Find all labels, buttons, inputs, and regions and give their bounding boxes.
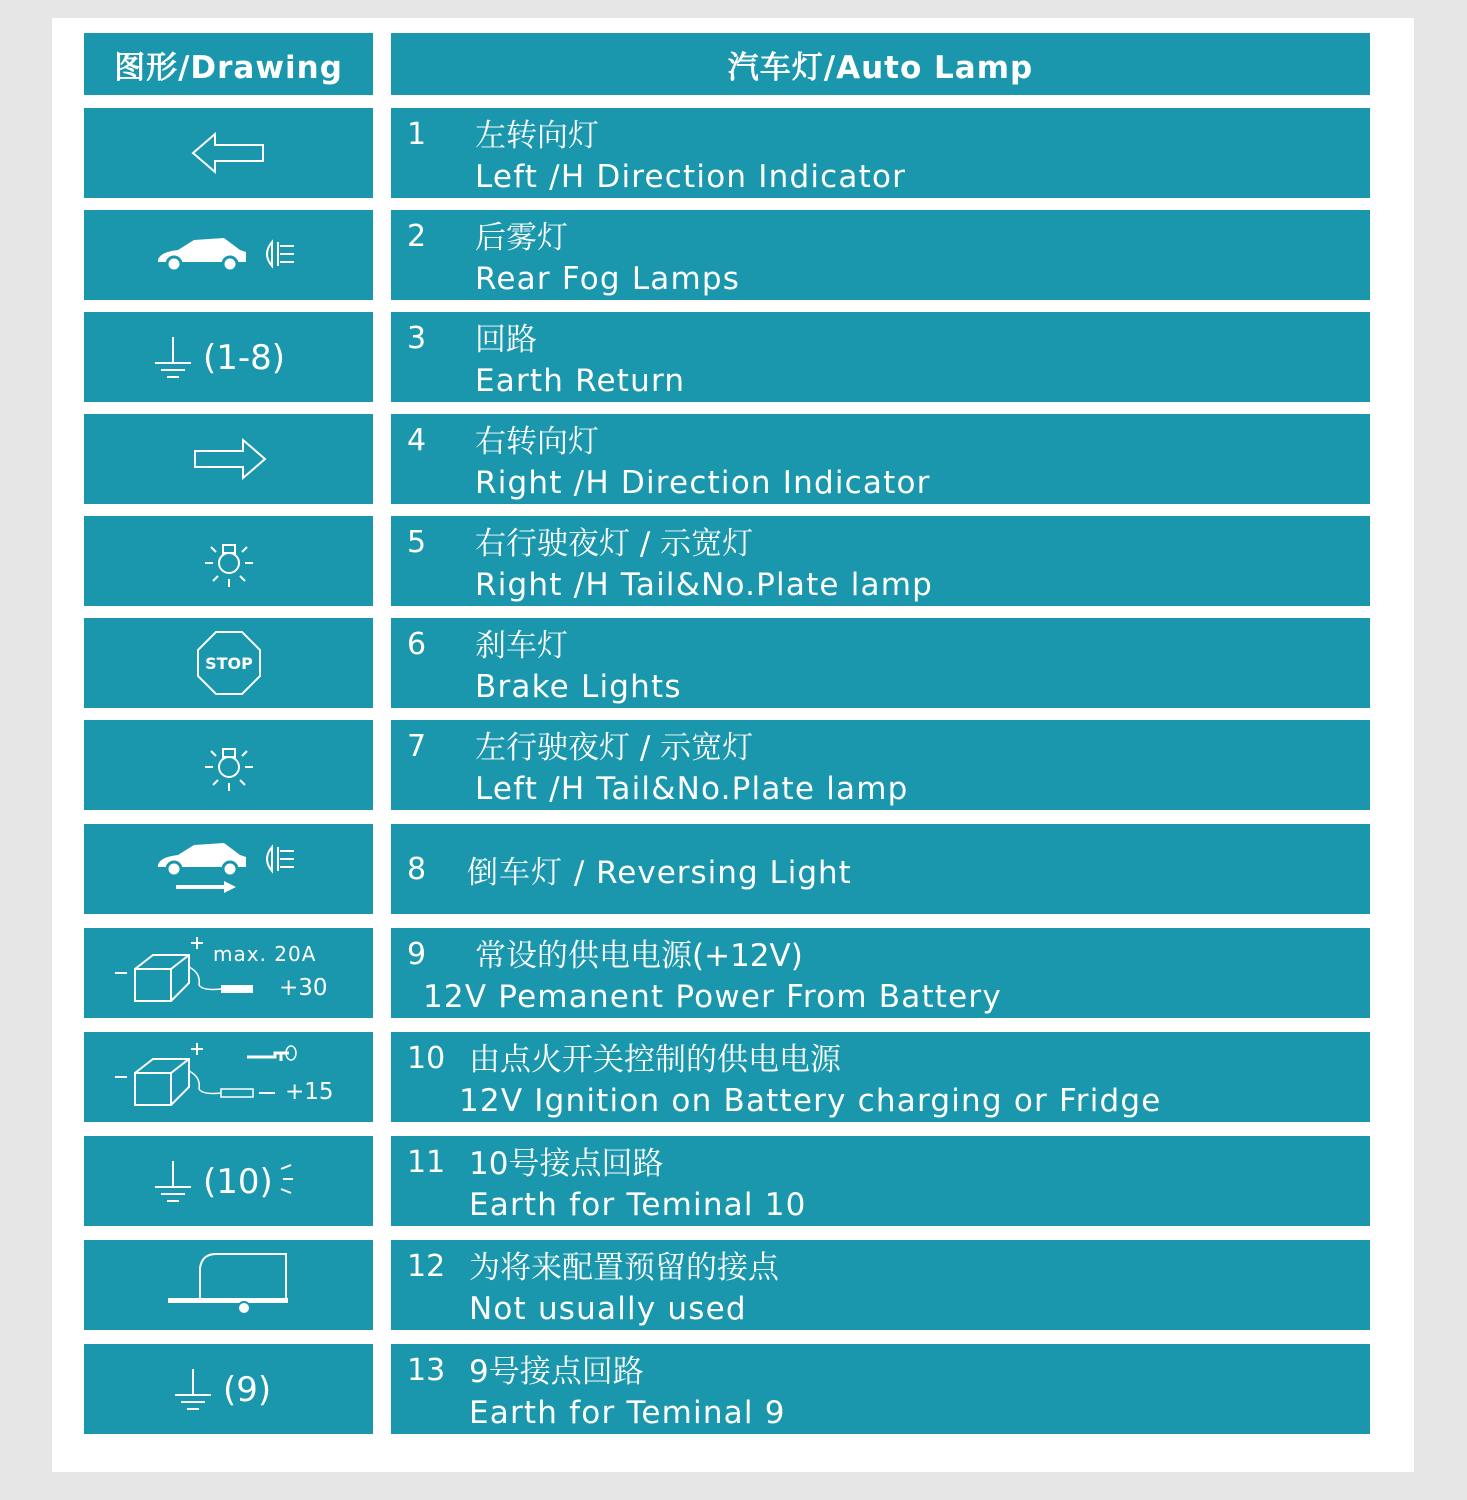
lamp-name: 倒车灯 / Reversing Light <box>467 854 852 891</box>
lamp-name-zh: 刹车灯 <box>475 628 568 664</box>
row-7-lamp-cell <box>391 720 1370 810</box>
row-8-icon-cell <box>84 824 373 914</box>
row-6-icon-cell <box>84 618 373 708</box>
lamp-name-zh: 10号接点回路 <box>469 1146 664 1182</box>
row-1-lamp-cell <box>391 108 1370 198</box>
earth-ground-icon <box>149 1151 309 1211</box>
earth-ground-icon <box>169 1359 289 1419</box>
row-4-icon-cell <box>84 414 373 504</box>
row-12-icon-cell <box>84 1240 373 1330</box>
lamp-name-zh: 常设的供电电源(+12V) <box>475 938 803 974</box>
header-lamp-label: 汽车灯/Auto Lamp <box>727 49 1034 86</box>
row-11-icon-cell <box>84 1136 373 1226</box>
row-11-lamp-cell <box>391 1136 1370 1226</box>
terminal-15-label: +15 <box>284 1079 334 1105</box>
lamp-name-en: Right /H Tail&No.Plate lamp <box>475 567 934 603</box>
lamp-name-zh: 回路 <box>475 322 537 358</box>
row-4-lamp-cell <box>391 414 1370 504</box>
lamp-name-en: Right /H Direction Indicator <box>475 465 931 501</box>
battery-icon <box>109 933 349 1013</box>
stop-sign-icon <box>194 628 264 698</box>
row-12-lamp-cell <box>391 1240 1370 1330</box>
lamp-name-en: Rear Fog Lamps <box>475 261 741 297</box>
lamp-name-en: Earth Return <box>475 363 686 399</box>
lamp-name-en: 12V Pemanent Power From Battery <box>423 979 1002 1015</box>
row-number: 13 <box>407 1353 446 1388</box>
row-10-icon-cell <box>84 1032 373 1122</box>
lamp-name-en: Earth for Teminal 10 <box>469 1187 807 1223</box>
lamp-name-en: 12V Ignition on Battery charging or Fridge <box>459 1083 1162 1119</box>
row-number: 9 <box>407 937 427 972</box>
row-number: 12 <box>407 1249 446 1284</box>
row-13-lamp-cell <box>391 1344 1370 1434</box>
lamp-name-zh: 右转向灯 <box>475 424 599 460</box>
row-number: 3 <box>407 321 427 356</box>
row-number: 2 <box>407 219 427 254</box>
left-arrow-icon <box>189 128 269 178</box>
lamp-name-en: Not usually used <box>469 1291 747 1327</box>
lamp-name-en: Brake Lights <box>475 669 682 705</box>
trailer-icon <box>164 1250 294 1320</box>
row-number: 4 <box>407 423 427 458</box>
earth-terminal-label: (10) <box>202 1162 273 1202</box>
row-2-icon-cell <box>84 210 373 300</box>
header-drawing <box>84 33 373 95</box>
max-current-label: max. 20A <box>212 942 316 966</box>
terminal-30-label: +30 <box>278 975 328 1001</box>
row-13-icon-cell <box>84 1344 373 1434</box>
row-6-lamp-cell <box>391 618 1370 708</box>
row-9-icon-cell <box>84 928 373 1018</box>
wiring-legend-sheet <box>52 18 1414 1472</box>
lamp-name-zh: 左转向灯 <box>475 118 599 154</box>
row-8-lamp-cell <box>391 824 1370 914</box>
lamp-name-en: Left /H Direction Indicator <box>475 159 907 195</box>
row-5-icon-cell <box>84 516 373 606</box>
lamp-name-zh: 右行驶夜灯 / 示宽灯 <box>475 526 754 562</box>
row-number: 5 <box>407 525 427 560</box>
row-number: 8 <box>407 851 427 887</box>
header-lamp <box>391 33 1370 95</box>
lamp-name-en: Left /H Tail&No.Plate lamp <box>475 771 909 807</box>
tail-lamp-icon <box>199 735 259 795</box>
header-drawing-label: 图形/Drawing <box>114 49 343 86</box>
lamp-name-en: Earth for Teminal 9 <box>469 1395 786 1431</box>
row-7-icon-cell <box>84 720 373 810</box>
lamp-name-zh: 由点火开关控制的供电电源 <box>469 1042 841 1078</box>
row-number: 10 <box>407 1041 446 1076</box>
row-number: 11 <box>407 1145 446 1180</box>
lamp-name-zh: 左行驶夜灯 / 示宽灯 <box>475 730 754 766</box>
car-reversing-icon <box>154 839 304 899</box>
row-number: 6 <box>407 627 427 662</box>
row-3-lamp-cell <box>391 312 1370 402</box>
earth-terminal-label: (1-8) <box>202 338 285 378</box>
row-number: 1 <box>407 117 427 152</box>
stop-sign-label: STOP <box>204 654 253 673</box>
row-5-lamp-cell <box>391 516 1370 606</box>
earth-ground-icon <box>149 327 309 387</box>
car-fog-lamp-icon <box>154 230 304 280</box>
row-number: 7 <box>407 729 427 764</box>
battery-ignition-icon <box>109 1037 349 1117</box>
right-arrow-icon <box>189 434 269 484</box>
row-2-lamp-cell <box>391 210 1370 300</box>
row-1-icon-cell <box>84 108 373 198</box>
row-3-icon-cell <box>84 312 373 402</box>
lamp-name-zh: 9号接点回路 <box>469 1354 644 1390</box>
row-9-lamp-cell <box>391 928 1370 1018</box>
lamp-name-zh: 后雾灯 <box>475 220 568 256</box>
earth-terminal-label: (9) <box>222 1370 271 1410</box>
lamp-name-zh: 为将来配置预留的接点 <box>469 1250 779 1286</box>
tail-lamp-icon <box>199 531 259 591</box>
row-10-lamp-cell <box>391 1032 1370 1122</box>
